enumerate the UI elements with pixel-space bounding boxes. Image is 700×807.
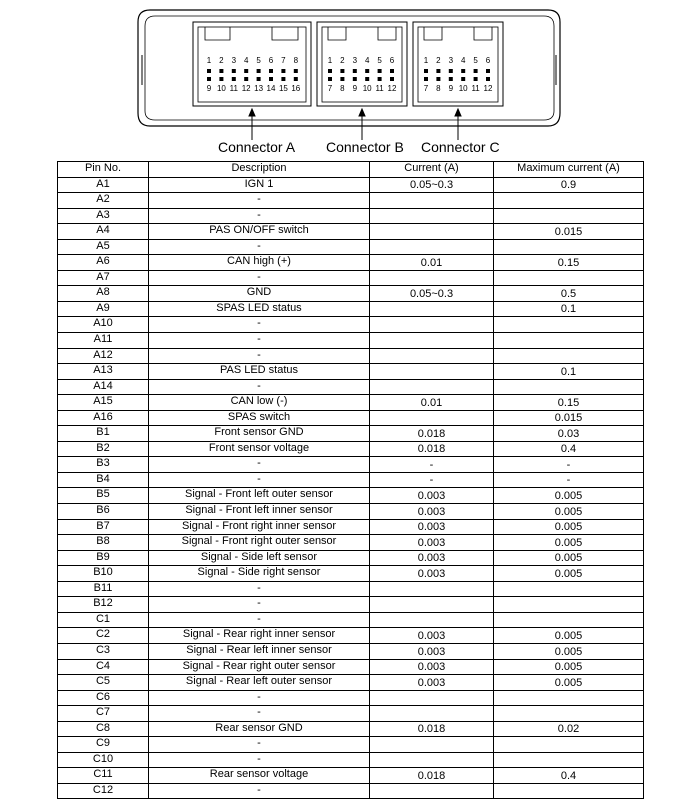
pin-number-label: 5 <box>473 56 478 65</box>
description-cell: - <box>149 581 370 597</box>
description-cell: Signal - Front right inner sensor <box>149 519 370 535</box>
pin-number-cell: C2 <box>58 628 149 644</box>
header-description: Description <box>149 162 370 178</box>
table-row <box>58 441 644 457</box>
table-row <box>58 519 644 535</box>
description-cell: - <box>149 270 370 286</box>
connector-a-label: Connector A <box>218 139 296 155</box>
max-current-cell: 0.15 <box>494 255 644 271</box>
table-row <box>58 643 644 659</box>
max-current-cell <box>494 597 644 613</box>
pin-number-label: 10 <box>362 84 372 93</box>
current-cell <box>370 317 494 333</box>
table-row <box>58 270 644 286</box>
description-cell: - <box>149 472 370 488</box>
description-cell: PAS ON/OFF switch <box>149 224 370 240</box>
max-current-cell <box>494 581 644 597</box>
pin-number-label: 10 <box>458 84 468 93</box>
pin-terminal <box>232 69 236 73</box>
pin-number-cell: C8 <box>58 721 149 737</box>
description-cell: GND <box>149 286 370 302</box>
table-header-row <box>58 162 644 178</box>
pin-terminal <box>269 77 273 81</box>
table-row <box>58 472 644 488</box>
current-cell <box>370 612 494 628</box>
max-current-cell: 0.005 <box>494 488 644 504</box>
table-row <box>58 504 644 520</box>
max-current-cell: 0.005 <box>494 535 644 551</box>
pin-number-cell: A14 <box>58 379 149 395</box>
table-row <box>58 768 644 784</box>
pin-terminal <box>207 77 211 81</box>
current-cell <box>370 364 494 380</box>
pin-number-cell: A13 <box>58 364 149 380</box>
pin-terminal <box>424 77 428 81</box>
max-current-cell: 0.005 <box>494 550 644 566</box>
current-cell: 0.003 <box>370 504 494 520</box>
description-cell: - <box>149 690 370 706</box>
current-cell <box>370 752 494 768</box>
max-current-cell <box>494 737 644 753</box>
pin-number-label: 2 <box>219 56 224 65</box>
max-current-cell: 0.02 <box>494 721 644 737</box>
pin-number-cell: A1 <box>58 177 149 193</box>
pin-number-label: 9 <box>448 84 454 93</box>
table-row <box>58 488 644 504</box>
connector-a-inner <box>198 27 306 102</box>
pin-terminal <box>269 69 273 73</box>
table-row <box>58 457 644 473</box>
current-cell: 0.003 <box>370 519 494 535</box>
pin-number-label: 4 <box>364 56 370 65</box>
current-cell: 0.05~0.3 <box>370 177 494 193</box>
current-cell <box>370 193 494 209</box>
current-cell <box>370 379 494 395</box>
pin-number-cell: C5 <box>58 675 149 691</box>
current-cell: 0.003 <box>370 488 494 504</box>
pin-terminal <box>232 77 236 81</box>
pin-terminal <box>378 69 382 73</box>
connector-b-latch <box>328 27 396 40</box>
max-current-cell <box>494 612 644 628</box>
table-row <box>58 659 644 675</box>
pin-number-label: 8 <box>293 56 299 65</box>
pin-terminal <box>244 69 248 73</box>
pin-terminal <box>340 69 344 73</box>
pin-number-label: 11 <box>375 84 384 93</box>
pin-number-cell: B11 <box>58 581 149 597</box>
description-cell: - <box>149 379 370 395</box>
pin-number-label: 9 <box>206 84 212 93</box>
pin-number-cell: B3 <box>58 457 149 473</box>
max-current-cell: 0.5 <box>494 286 644 302</box>
pin-terminal <box>474 69 478 73</box>
table-row <box>58 628 644 644</box>
pin-number-cell: C7 <box>58 706 149 722</box>
current-cell <box>370 706 494 722</box>
description-cell: Rear sensor voltage <box>149 768 370 784</box>
current-cell: 0.01 <box>370 255 494 271</box>
pin-number-label: 3 <box>352 56 358 65</box>
current-cell: 0.018 <box>370 426 494 442</box>
current-cell: 0.003 <box>370 550 494 566</box>
table-row <box>58 690 644 706</box>
description-cell: Signal - Side right sensor <box>149 566 370 582</box>
current-cell: 0.01 <box>370 395 494 411</box>
description-cell: - <box>149 612 370 628</box>
pin-number-label: 13 <box>254 84 264 93</box>
pin-terminal <box>365 69 369 73</box>
table-row <box>58 566 644 582</box>
table-row <box>58 239 644 255</box>
pin-number-cell: B6 <box>58 504 149 520</box>
pin-number-cell: A8 <box>58 286 149 302</box>
pin-number-label: 9 <box>352 84 358 93</box>
description-cell: - <box>149 317 370 333</box>
current-cell <box>370 239 494 255</box>
current-cell: 0.018 <box>370 768 494 784</box>
max-current-cell: 0.005 <box>494 659 644 675</box>
connector-a-latch <box>205 27 298 40</box>
pin-number-label: 7 <box>281 56 286 65</box>
max-current-cell: - <box>494 457 644 473</box>
current-cell: 0.003 <box>370 628 494 644</box>
current-cell: 0.003 <box>370 566 494 582</box>
max-current-cell <box>494 317 644 333</box>
pin-terminal <box>449 77 453 81</box>
pin-number-cell: A3 <box>58 208 149 224</box>
pin-number-label: 11 <box>229 84 238 93</box>
pin-number-label: 1 <box>327 56 333 65</box>
pin-terminal <box>257 77 261 81</box>
pin-number-cell: B7 <box>58 519 149 535</box>
pin-grid <box>207 56 493 93</box>
pin-number-cell: A12 <box>58 348 149 364</box>
current-cell <box>370 410 494 426</box>
pin-number-label: 4 <box>460 56 466 65</box>
table-row <box>58 675 644 691</box>
connector-c-latch <box>424 27 492 40</box>
pin-number-label: 12 <box>483 84 493 93</box>
table-row <box>58 301 644 317</box>
pin-number-label: 3 <box>448 56 454 65</box>
table-row <box>58 410 644 426</box>
pin-terminal <box>486 77 490 81</box>
max-current-cell: 0.015 <box>494 224 644 240</box>
pin-number-label: 6 <box>389 56 395 65</box>
pin-number-label: 10 <box>216 84 226 93</box>
connector-c-label: Connector C <box>421 139 500 155</box>
pin-terminal <box>257 69 261 73</box>
pin-number-cell: A11 <box>58 333 149 349</box>
pin-number-label: 1 <box>206 56 212 65</box>
current-cell: 0.003 <box>370 535 494 551</box>
pin-terminal <box>328 69 332 73</box>
table-row <box>58 317 644 333</box>
pin-number-label: 2 <box>340 56 345 65</box>
description-cell: Signal - Front left inner sensor <box>149 504 370 520</box>
description-cell: Signal - Rear left inner sensor <box>149 643 370 659</box>
table-row <box>58 550 644 566</box>
pin-terminal <box>461 77 465 81</box>
current-cell: 0.003 <box>370 675 494 691</box>
description-cell: SPAS switch <box>149 410 370 426</box>
pin-terminal <box>461 69 465 73</box>
pin-terminal <box>436 77 440 81</box>
max-current-cell: 0.015 <box>494 410 644 426</box>
pin-number-label: 4 <box>243 56 249 65</box>
pin-terminal <box>390 69 394 73</box>
max-current-cell <box>494 333 644 349</box>
table-row <box>58 612 644 628</box>
pin-number-label: 2 <box>436 56 441 65</box>
description-cell: IGN 1 <box>149 177 370 193</box>
pin-number-cell: A6 <box>58 255 149 271</box>
pin-number-cell: B1 <box>58 426 149 442</box>
pin-number-cell: A5 <box>58 239 149 255</box>
table-row <box>58 783 644 799</box>
description-cell: Signal - Side left sensor <box>149 550 370 566</box>
current-cell: 0.003 <box>370 659 494 675</box>
current-cell <box>370 783 494 799</box>
current-cell <box>370 270 494 286</box>
pin-terminal <box>353 69 357 73</box>
table-row <box>58 597 644 613</box>
table-row <box>58 752 644 768</box>
description-cell: - <box>149 239 370 255</box>
table-row <box>58 426 644 442</box>
description-cell: Front sensor GND <box>149 426 370 442</box>
housing-inner-outline <box>145 16 554 120</box>
connector-diagram <box>0 0 700 160</box>
pin-number-cell: B12 <box>58 597 149 613</box>
pin-terminal <box>353 77 357 81</box>
current-cell <box>370 301 494 317</box>
description-cell: - <box>149 597 370 613</box>
pin-number-label: 8 <box>436 84 441 93</box>
pin-terminal <box>328 77 332 81</box>
pin-number-cell: C12 <box>58 783 149 799</box>
description-cell: Signal - Rear left outer sensor <box>149 675 370 691</box>
pin-terminal <box>207 69 211 73</box>
pin-number-label: 7 <box>423 84 429 93</box>
current-cell <box>370 581 494 597</box>
max-current-cell: 0.15 <box>494 395 644 411</box>
pin-number-cell: A10 <box>58 317 149 333</box>
pin-number-label: 3 <box>231 56 237 65</box>
table-row <box>58 348 644 364</box>
description-cell: - <box>149 208 370 224</box>
pin-number-cell: A2 <box>58 193 149 209</box>
pin-number-cell: C3 <box>58 643 149 659</box>
pin-terminal <box>378 77 382 81</box>
table-row <box>58 224 644 240</box>
pin-number-label: 11 <box>471 84 480 93</box>
max-current-cell: 0.4 <box>494 441 644 457</box>
pin-number-cell: A16 <box>58 410 149 426</box>
max-current-cell: 0.005 <box>494 628 644 644</box>
max-current-cell <box>494 690 644 706</box>
header-pin-no: Pin No. <box>58 162 149 178</box>
connector-b-label: Connector B <box>326 139 404 155</box>
pin-number-label: 7 <box>327 84 333 93</box>
max-current-cell <box>494 706 644 722</box>
pin-terminal <box>281 77 285 81</box>
pin-number-label: 16 <box>291 84 301 93</box>
description-cell: CAN high (+) <box>149 255 370 271</box>
description-cell: CAN low (-) <box>149 395 370 411</box>
description-cell: Signal - Front right outer sensor <box>149 535 370 551</box>
pin-number-label: 1 <box>423 56 429 65</box>
table-row <box>58 208 644 224</box>
current-cell <box>370 597 494 613</box>
table-row <box>58 395 644 411</box>
current-cell: - <box>370 457 494 473</box>
header-max-current: Maximum current (A) <box>494 162 644 178</box>
description-cell: Signal - Rear right inner sensor <box>149 628 370 644</box>
leader-arrows <box>249 109 461 140</box>
pin-terminal <box>474 77 478 81</box>
pin-number-cell: C1 <box>58 612 149 628</box>
pin-terminal <box>281 69 285 73</box>
pin-number-label: 12 <box>241 84 251 93</box>
pin-terminal <box>390 77 394 81</box>
table-row <box>58 737 644 753</box>
current-cell: 0.003 <box>370 643 494 659</box>
current-cell: 0.018 <box>370 441 494 457</box>
max-current-cell: 0.1 <box>494 301 644 317</box>
description-cell: - <box>149 457 370 473</box>
pin-number-label: 8 <box>340 84 345 93</box>
pin-terminal <box>219 69 223 73</box>
max-current-cell: 0.9 <box>494 177 644 193</box>
pin-terminal <box>424 69 428 73</box>
table-row <box>58 193 644 209</box>
max-current-cell <box>494 208 644 224</box>
description-cell: Rear sensor GND <box>149 721 370 737</box>
description-cell: Signal - Front left outer sensor <box>149 488 370 504</box>
table-row <box>58 364 644 380</box>
current-cell <box>370 737 494 753</box>
max-current-cell: 0.005 <box>494 675 644 691</box>
pin-number-cell: C6 <box>58 690 149 706</box>
pin-number-cell: C11 <box>58 768 149 784</box>
pin-terminal <box>486 69 490 73</box>
table-row <box>58 581 644 597</box>
current-cell <box>370 690 494 706</box>
max-current-cell <box>494 783 644 799</box>
pin-number-cell: A4 <box>58 224 149 240</box>
description-cell: - <box>149 706 370 722</box>
pin-terminal <box>340 77 344 81</box>
pin-number-cell: A9 <box>58 301 149 317</box>
pin-number-cell: B9 <box>58 550 149 566</box>
description-cell: Front sensor voltage <box>149 441 370 457</box>
pin-number-cell: C9 <box>58 737 149 753</box>
max-current-cell: 0.005 <box>494 566 644 582</box>
current-cell: 0.05~0.3 <box>370 286 494 302</box>
max-current-cell <box>494 239 644 255</box>
pin-terminal <box>436 69 440 73</box>
pin-terminal <box>294 69 298 73</box>
max-current-cell: 0.4 <box>494 768 644 784</box>
pin-number-cell: C4 <box>58 659 149 675</box>
max-current-cell <box>494 752 644 768</box>
pin-terminal <box>219 77 223 81</box>
description-cell: Signal - Rear right outer sensor <box>149 659 370 675</box>
max-current-cell <box>494 270 644 286</box>
current-cell: 0.018 <box>370 721 494 737</box>
pin-number-label: 5 <box>377 56 382 65</box>
pin-number-cell: B5 <box>58 488 149 504</box>
description-cell: - <box>149 193 370 209</box>
current-cell: - <box>370 472 494 488</box>
table-row <box>58 177 644 193</box>
pin-terminal <box>294 77 298 81</box>
description-cell: - <box>149 737 370 753</box>
current-cell <box>370 224 494 240</box>
pin-number-cell: B10 <box>58 566 149 582</box>
table-row <box>58 706 644 722</box>
description-cell: - <box>149 752 370 768</box>
max-current-cell <box>494 348 644 364</box>
current-cell <box>370 348 494 364</box>
table-row <box>58 255 644 271</box>
max-current-cell <box>494 193 644 209</box>
pin-number-label: 6 <box>268 56 274 65</box>
description-cell: - <box>149 783 370 799</box>
pin-number-label: 15 <box>278 84 288 93</box>
max-current-cell: 0.005 <box>494 504 644 520</box>
pin-table <box>57 161 644 799</box>
max-current-cell: 0.03 <box>494 426 644 442</box>
max-current-cell: 0.005 <box>494 643 644 659</box>
description-cell: PAS LED status <box>149 364 370 380</box>
pin-number-cell: B2 <box>58 441 149 457</box>
pin-number-cell: A15 <box>58 395 149 411</box>
pin-number-label: 5 <box>256 56 261 65</box>
max-current-cell: 0.005 <box>494 519 644 535</box>
description-cell: - <box>149 333 370 349</box>
pin-number-label: 12 <box>387 84 397 93</box>
table-row <box>58 333 644 349</box>
pin-terminal <box>244 77 248 81</box>
max-current-cell: - <box>494 472 644 488</box>
max-current-cell: 0.1 <box>494 364 644 380</box>
pin-number-cell: A7 <box>58 270 149 286</box>
current-cell <box>370 333 494 349</box>
pin-terminal <box>449 69 453 73</box>
pin-number-cell: C10 <box>58 752 149 768</box>
description-cell: SPAS LED status <box>149 301 370 317</box>
header-current: Current (A) <box>370 162 494 178</box>
max-current-cell <box>494 379 644 395</box>
table-row <box>58 286 644 302</box>
current-cell <box>370 208 494 224</box>
pin-number-label: 14 <box>266 84 276 93</box>
pin-number-label: 6 <box>485 56 491 65</box>
pin-number-cell: B8 <box>58 535 149 551</box>
description-cell: - <box>149 348 370 364</box>
table-row <box>58 535 644 551</box>
table-row <box>58 721 644 737</box>
pin-terminal <box>365 77 369 81</box>
table-row <box>58 379 644 395</box>
pin-number-cell: B4 <box>58 472 149 488</box>
